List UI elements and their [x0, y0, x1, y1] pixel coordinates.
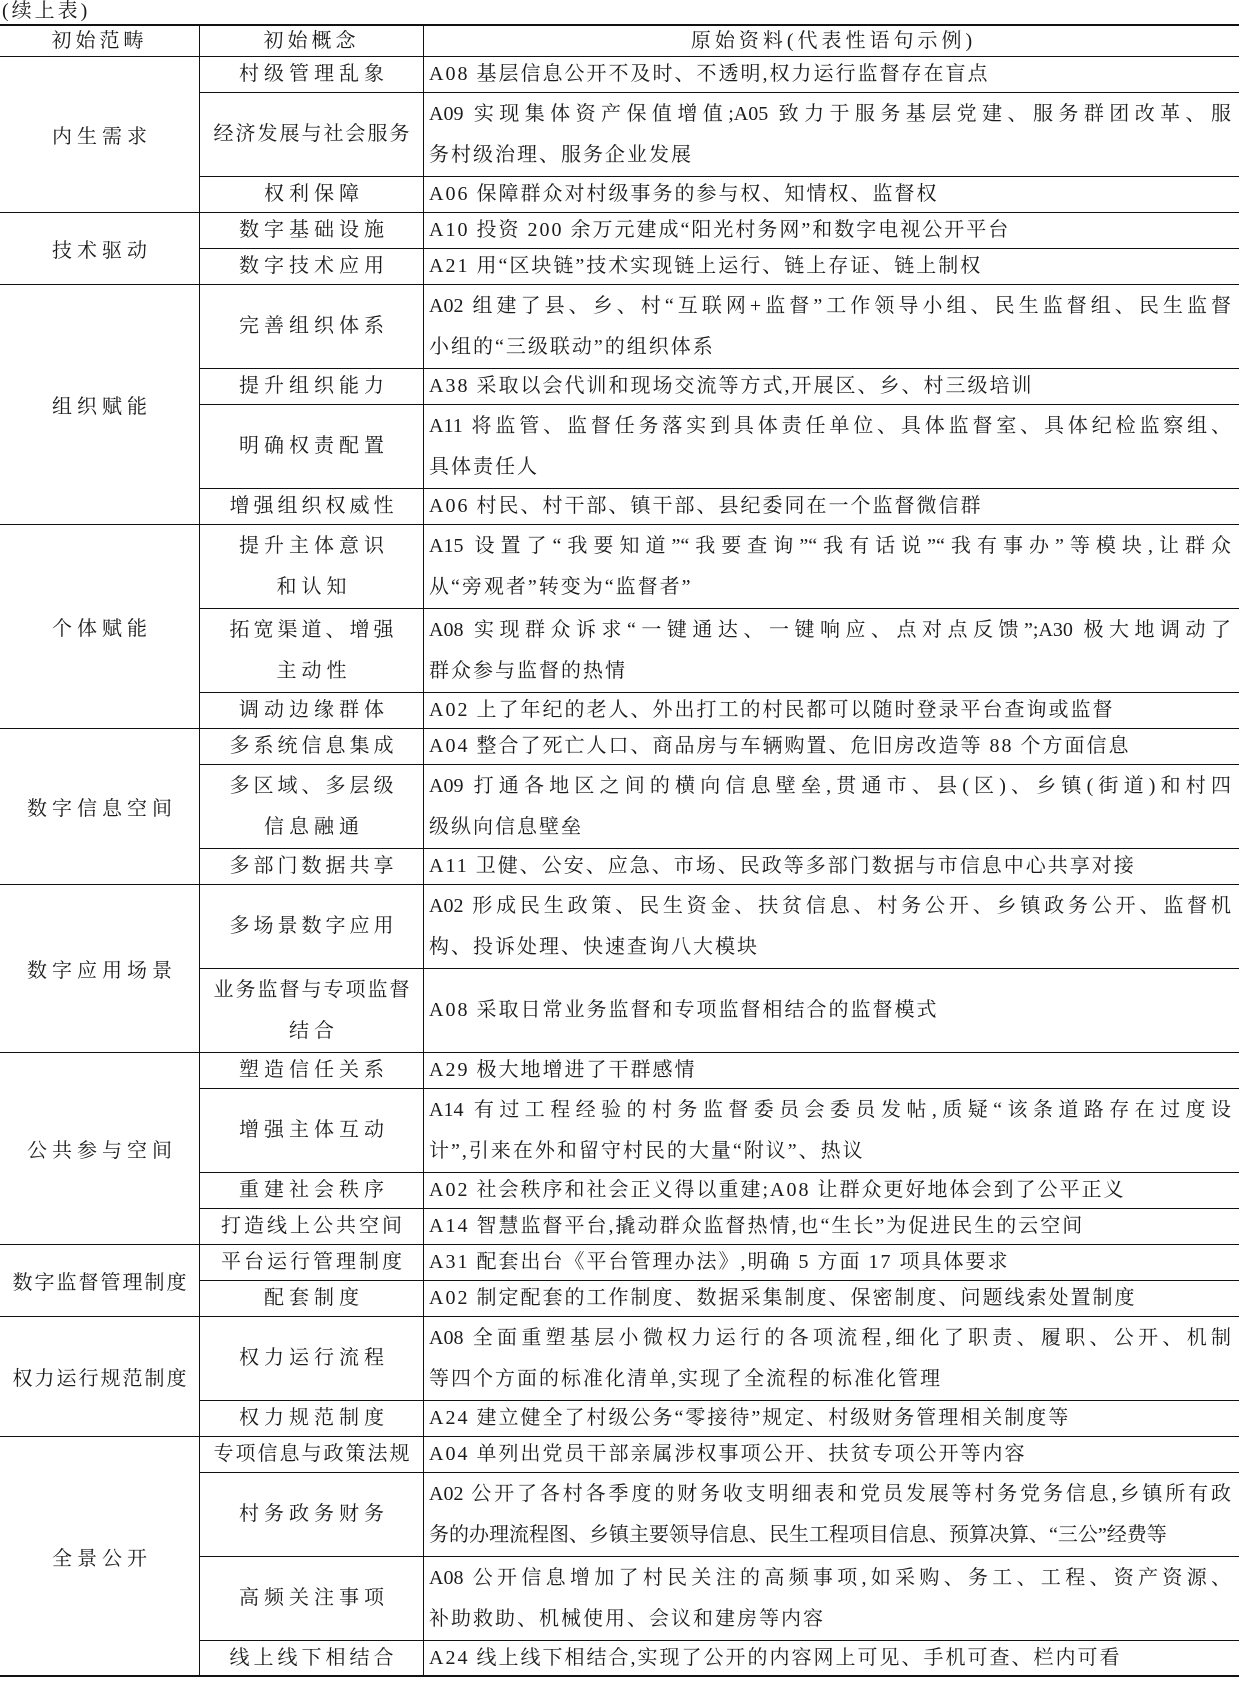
- concept-label: 和认知: [276, 575, 352, 598]
- concept-label: 多部门数据共享: [229, 855, 398, 877]
- concept-cell: [200, 609, 424, 693]
- concept-cell: [200, 1317, 424, 1401]
- continuation-label: (续上表): [2, 0, 91, 22]
- concept-label: 线上线下相结合: [229, 1646, 398, 1669]
- category-label: 权力运行规范制度: [12, 1368, 189, 1390]
- concept-cell: [200, 885, 424, 969]
- source-text: A02 公开了各村各季度的财务收支明细表和党员发展等村务党务信息,乡镇所有政: [429, 1482, 1231, 1505]
- concept-cell: [200, 969, 424, 1053]
- category-label: 数字监督管理制度: [12, 1272, 189, 1294]
- source-text: A10 投资 200 余万元建成“阳光村务网”和数字电视公开平台: [429, 219, 1011, 241]
- concept-cell: [200, 849, 424, 885]
- concept-label: 多场景数字应用: [229, 915, 398, 937]
- category-cell: [0, 885, 200, 1053]
- category-label: 技术驱动: [52, 240, 152, 262]
- concept-cell: [200, 1641, 424, 1677]
- concept-cell: [200, 1401, 424, 1437]
- concept-label: 主动性: [276, 659, 352, 682]
- source-cell: [424, 609, 1239, 693]
- concept-cell: [200, 1281, 424, 1317]
- category-label: 组织赋能: [52, 396, 152, 418]
- source-text: A38 采取以会代训和现场交流等方式,开展区、乡、村三级培训: [429, 375, 1034, 397]
- concept-label: 权力运行流程: [239, 1347, 389, 1369]
- concept-label: 经济发展与社会服务: [213, 123, 412, 145]
- concept-cell: [200, 1437, 424, 1473]
- source-text: 具体责任人: [429, 455, 539, 478]
- concept-label: 重建社会秩序: [239, 1179, 389, 1201]
- source-text: A06 村民、村干部、镇干部、县纪委同在一个监督微信群: [429, 495, 983, 517]
- source-cell: [424, 1089, 1239, 1173]
- concept-cell: [200, 1473, 424, 1557]
- source-text: A14 有过工程经验的村务监督委员会委员发帖,质疑“该条道路存在过度设: [429, 1098, 1231, 1121]
- category-label: 内生需求: [52, 126, 152, 148]
- source-text: 从“旁观者”转变为“监督者”: [429, 575, 693, 598]
- source-cell: [424, 1281, 1239, 1317]
- source-cell: [424, 969, 1239, 1053]
- category-label: 公共参与空间: [27, 1140, 177, 1162]
- source-text: A11 卫健、公安、应急、市场、民政等多部门数据与市信息中心共享对接: [429, 855, 1136, 877]
- concept-label: 村务政务财务: [239, 1503, 389, 1525]
- source-cell: [424, 765, 1239, 849]
- concept-label: 增强主体互动: [239, 1119, 389, 1141]
- concept-cell: [200, 1173, 424, 1209]
- source-cell: [424, 405, 1239, 489]
- source-text: A08 采取日常业务监督和专项监督相结合的监督模式: [429, 999, 939, 1021]
- source-cell: [424, 93, 1239, 177]
- source-cell: [424, 489, 1239, 525]
- source-cell: [424, 885, 1239, 969]
- concept-cell: [200, 57, 424, 93]
- source-text: 补助救助、机械使用、会议和建房等内容: [429, 1607, 825, 1630]
- category-cell: [0, 1053, 200, 1245]
- source-text: 构、投诉处理、快速查询八大模块: [429, 935, 759, 958]
- concept-label: 业务监督与专项监督: [213, 978, 412, 1001]
- header-category-cell: [0, 24, 200, 57]
- concept-cell: [200, 1053, 424, 1089]
- source-text: A08 全面重塑基层小微权力运行的各项流程,细化了职责、履职、公开、机制: [429, 1326, 1231, 1349]
- source-cell: [424, 1641, 1239, 1677]
- category-label: 全景公开: [52, 1547, 152, 1570]
- source-text: 务的办理流程图、乡镇主要领导信息、民生工程项目信息、预算决算、“三公”经费等: [429, 1523, 1167, 1546]
- concept-label: 完善组织体系: [239, 315, 389, 337]
- concept-cell: [200, 369, 424, 405]
- concept-cell: [200, 1209, 424, 1245]
- concept-label: 平台运行管理制度: [221, 1251, 405, 1273]
- concept-cell: [200, 729, 424, 765]
- concept-cell: [200, 93, 424, 177]
- header-category: 初始范畴: [51, 30, 148, 52]
- category-label: 数字应用场景: [27, 960, 177, 982]
- category-cell: [0, 729, 200, 885]
- concept-cell: [200, 765, 424, 849]
- concept-label: 高频关注事项: [239, 1587, 389, 1609]
- source-text: A09 实现集体资产保值增值;A05 致力于服务基层党建、服务群团改革、服: [429, 102, 1231, 125]
- concept-label: 提升组织能力: [239, 375, 389, 397]
- source-text: 级纵向信息壁垒: [429, 815, 583, 838]
- concept-label: 提升主体意识: [239, 534, 389, 557]
- category-cell: [0, 57, 200, 213]
- concept-label: 增强组织权威性: [229, 495, 398, 517]
- concept-label: 明确权责配置: [239, 435, 389, 457]
- category-cell: [0, 1437, 200, 1677]
- source-cell: [424, 285, 1239, 369]
- concept-label: 权利保障: [264, 183, 364, 205]
- source-text: 计”,引来在外和留守村民的大量“附议”、热议: [429, 1139, 865, 1162]
- source-cell: [424, 177, 1239, 213]
- source-cell: [424, 1317, 1239, 1401]
- concept-cell: [200, 285, 424, 369]
- source-cell: [424, 369, 1239, 405]
- concept-label: 信息融通: [264, 815, 364, 838]
- category-label: 数字信息空间: [27, 798, 177, 820]
- source-cell: [424, 57, 1239, 93]
- concept-label: 多区域、多层级: [229, 774, 398, 797]
- source-text: A15 设置了“我要知道”“我要查询”“我有话说”“我有事办”等模块,让群众: [429, 534, 1231, 557]
- concept-label: 权力规范制度: [239, 1407, 389, 1429]
- category-cell: [0, 1245, 200, 1317]
- source-cell: [424, 213, 1239, 249]
- source-cell: [424, 849, 1239, 885]
- concept-cell: [200, 213, 424, 249]
- concept-cell: [200, 405, 424, 489]
- source-cell: [424, 525, 1239, 609]
- source-text: A04 整合了死亡人口、商品房与车辆购置、危旧房改造等 88 个方面信息: [429, 735, 1131, 757]
- source-cell: [424, 1053, 1239, 1089]
- concept-cell: [200, 489, 424, 525]
- concept-cell: [200, 1245, 424, 1281]
- document-table: [0, 24, 1239, 1677]
- source-cell: [424, 1437, 1239, 1473]
- source-cell: [424, 249, 1239, 285]
- source-text: 群众参与监督的热情: [429, 659, 627, 682]
- source-text: A24 线上线下相结合,实现了公开的内容网上可见、手机可查、栏内可看: [429, 1646, 1122, 1669]
- concept-label: 数字技术应用: [239, 255, 389, 277]
- concept-label: 拓宽渠道、增强: [229, 618, 398, 641]
- concept-label: 结合: [289, 1019, 339, 1042]
- source-cell: [424, 1209, 1239, 1245]
- source-text: A31 配套出台《平台管理办法》,明确 5 方面 17 项具体要求: [429, 1251, 1010, 1273]
- concept-cell: [200, 525, 424, 609]
- source-text: A02 社会秩序和社会正义得以重建;A08 让群众更好地体会到了公平正义: [429, 1179, 1126, 1201]
- source-text: A08 基层信息公开不及时、不透明,权力运行监督存在盲点: [429, 63, 990, 85]
- category-label: 个体赋能: [52, 618, 152, 640]
- source-text: A24 建立健全了村级公务“零接待”规定、村级财务管理相关制度等: [429, 1407, 1071, 1429]
- source-text: A09 打通各地区之间的横向信息壁垒,贯通市、县(区)、乡镇(街道)和村四: [429, 774, 1231, 797]
- header-concept-cell: [200, 24, 424, 57]
- source-cell: [424, 729, 1239, 765]
- concept-cell: [200, 693, 424, 729]
- concept-cell: [200, 249, 424, 285]
- source-cell: [424, 1557, 1239, 1641]
- concept-label: 塑造信任关系: [239, 1059, 389, 1081]
- concept-label: 打造线上公共空间: [221, 1215, 405, 1237]
- source-cell: [424, 1173, 1239, 1209]
- source-text: 等四个方面的标准化清单,实现了全流程的标准化管理: [429, 1367, 942, 1390]
- source-text: A08 实现群众诉求“一键通达、一键响应、点对点反馈”;A30 极大地调动了: [429, 618, 1231, 641]
- source-cell: [424, 1245, 1239, 1281]
- concept-label: 多系统信息集成: [229, 735, 398, 757]
- source-text: A21 用“区块链”技术实现链上运行、链上存证、链上制权: [429, 255, 983, 277]
- concept-label: 配套制度: [264, 1287, 364, 1309]
- source-cell: [424, 1401, 1239, 1437]
- source-text: A04 单列出党员干部亲属涉权事项公开、扶贫专项公开等内容: [429, 1443, 1027, 1465]
- source-text: A02 形成民生政策、民生资金、扶贫信息、村务公开、乡镇政务公开、监督机: [429, 894, 1231, 917]
- concept-label: 村级管理乱象: [239, 63, 389, 85]
- header-concept: 初始概念: [263, 30, 360, 52]
- source-text: A08 公开信息增加了村民关注的高频事项,如采购、务工、工程、资产资源、: [429, 1566, 1231, 1589]
- source-text: A29 极大地增进了干群感情: [429, 1059, 697, 1081]
- source-text: A02 上了年纪的老人、外出打工的村民都可以随时登录平台查询或监督: [429, 699, 1115, 721]
- concept-label: 调动边缘群体: [239, 699, 389, 721]
- concept-label: 数字基础设施: [239, 219, 389, 241]
- source-text: A14 智慧监督平台,撬动群众监督热情,也“生长”为促进民生的云空间: [429, 1215, 1085, 1237]
- header-source-cell: [424, 24, 1239, 57]
- category-cell: [0, 213, 200, 285]
- category-cell: [0, 1317, 200, 1437]
- header-source: 原始资料(代表性语句示例): [690, 30, 977, 52]
- concept-cell: [200, 1089, 424, 1173]
- source-text: 小组的“三级联动”的组织体系: [429, 335, 715, 358]
- source-text: A06 保障群众对村级事务的参与权、知情权、监督权: [429, 183, 939, 205]
- source-cell: [424, 1473, 1239, 1557]
- concept-label: 专项信息与政策法规: [213, 1443, 412, 1465]
- source-text: A02 制定配套的工作制度、数据采集制度、保密制度、问题线索处置制度: [429, 1287, 1137, 1309]
- concept-cell: [200, 177, 424, 213]
- source-text: 务村级治理、服务企业发展: [429, 143, 693, 166]
- source-text: A02 组建了县、乡、村“互联网+监督”工作领导小组、民生监督组、民生监督: [429, 294, 1231, 317]
- category-cell: [0, 525, 200, 729]
- source-text: A11 将监管、监督任务落实到具体责任单位、具体监督室、具体纪检监察组、: [429, 414, 1231, 437]
- source-cell: [424, 693, 1239, 729]
- concept-cell: [200, 1557, 424, 1641]
- category-cell: [0, 285, 200, 525]
